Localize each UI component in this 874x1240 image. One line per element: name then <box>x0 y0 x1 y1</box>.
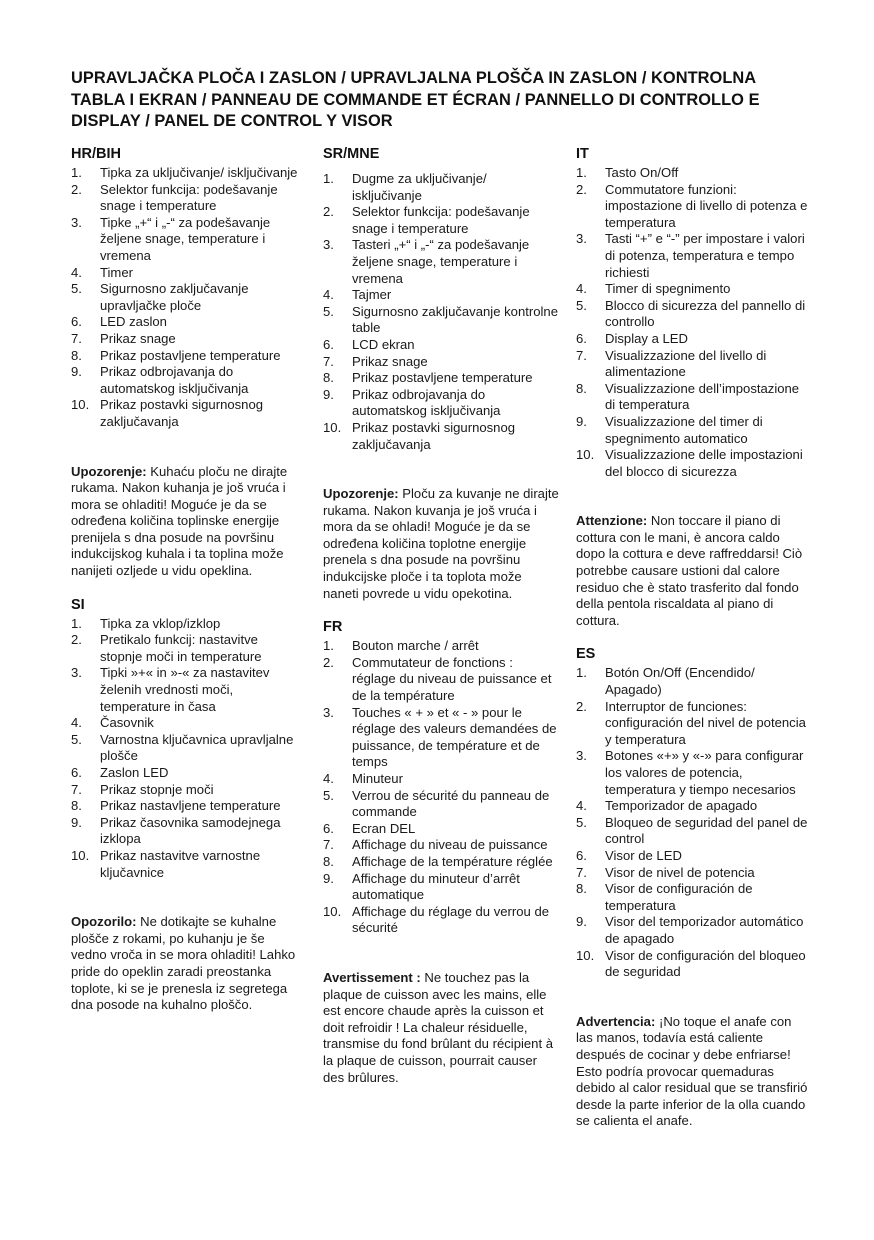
list-item-number: 5. <box>71 731 82 747</box>
list-item-number: 6. <box>323 336 334 352</box>
list-item-text: Visor de LED <box>605 847 682 863</box>
list-item-number: 7. <box>323 353 334 369</box>
list-item <box>323 237 559 287</box>
list-item <box>323 337 559 354</box>
list-item-text: Tasti “+” e “-” per impostare i valori di potenza, temperatura e tempo richiesti <box>605 231 805 280</box>
list-item <box>71 397 303 430</box>
list-item-number: 6. <box>71 765 82 780</box>
section-heading: IT <box>576 146 589 162</box>
list-item-number: 5. <box>323 303 334 319</box>
list-item-number: 5. <box>576 297 587 313</box>
item-list <box>576 665 810 980</box>
list-item <box>323 420 559 453</box>
list-item <box>323 387 559 420</box>
list-item-number: 9. <box>71 814 82 830</box>
list-item <box>71 265 303 282</box>
list-item-text: Touches « + » et « - » pour le réglage des valeurs demandées de puissance, de température et de temps <box>352 704 557 770</box>
list-item-text: Zaslon LED <box>100 765 169 780</box>
list-item-text: Prikaz nastavljene temperature <box>100 798 281 814</box>
section-sl <box>71 596 303 1014</box>
list-item-number: 8. <box>323 853 334 869</box>
item-list <box>71 616 303 882</box>
list-item-number: 4. <box>576 281 587 297</box>
list-item-text: Timer di spegnimento <box>605 281 731 297</box>
item-list <box>71 165 303 431</box>
list-item-number: 6. <box>576 847 587 863</box>
list-item <box>576 881 810 914</box>
list-item-number: 4. <box>323 287 334 303</box>
list-item <box>323 370 559 387</box>
list-item-text: Affichage de la température réglée <box>352 853 553 869</box>
warning-paragraph <box>71 914 303 1014</box>
list-item-number: 7. <box>71 330 82 346</box>
list-item-text: Prikaz postavki sigurnosnog zaključavanja <box>100 397 264 429</box>
list-item-number: 10. <box>323 419 342 435</box>
list-item-text: Interruptor de funciones: configuración del nivel de potencia y temperatura <box>605 698 806 747</box>
list-item-text: Bouton marche / arrêt <box>352 638 479 654</box>
list-item <box>323 904 559 937</box>
list-item-number: 6. <box>323 820 334 836</box>
list-item <box>323 705 559 771</box>
list-item-text: Verrou de sécurité du panneau de commande <box>352 787 550 820</box>
list-item <box>576 165 810 182</box>
list-item <box>576 182 810 232</box>
list-item <box>323 821 559 838</box>
list-item-number: 10. <box>576 947 595 963</box>
warning-text: Non toccare il piano di cottura con le mani, è ancora caldo dopo la cottura e deve raffreddarsi! Ciò potrebbe causare ustioni dal calore residuo che è stato trasferito dal fondo della pentola riscaldata al piano di cottura. <box>576 513 803 628</box>
list-item-text: Prikaz nastavitve varnostne ključavnice <box>100 847 261 880</box>
list-item <box>71 364 303 397</box>
list-item-number: 9. <box>323 386 334 402</box>
list-item-text: Timer <box>100 264 133 280</box>
list-item-number: 2. <box>323 204 334 220</box>
list-item-text: Tipke „+“ i „-“ za podešavanje željene snage, temperature i vremena <box>100 214 271 263</box>
list-item <box>576 381 810 414</box>
list-item <box>71 281 303 314</box>
list-item-number: 1. <box>71 615 82 631</box>
section-es <box>576 645 810 1129</box>
list-item-number: 2. <box>71 632 82 648</box>
list-item-text: Commutatore funzioni: impostazione di livello di potenza e temperatura <box>605 181 808 230</box>
list-item-text: Visor de nivel de potencia <box>605 864 755 880</box>
list-item-number: 5. <box>576 814 587 830</box>
list-item-text: Affichage du minuteur d’arrêt automatique <box>352 870 520 903</box>
list-item <box>576 948 810 981</box>
column-2 <box>323 145 559 1086</box>
list-item-text: Varnostna ključavnica upravljalne plošče <box>100 731 294 764</box>
list-item-text: Ecran DEL <box>352 820 416 836</box>
list-item-text: Dugme za uključivanje/ isključivanje <box>352 171 487 203</box>
list-item <box>323 287 559 304</box>
list-item-number: 3. <box>323 704 334 720</box>
list-item-number: 3. <box>71 214 82 230</box>
section-heading: SI <box>71 596 85 613</box>
list-item-text: Minuteur <box>352 771 403 786</box>
list-item-text: Visualizzazione del timer di spegnimento automatico <box>605 413 763 446</box>
list-item <box>576 914 810 947</box>
list-item <box>71 665 303 715</box>
list-item-text: Selektor funkcija: podešavanje snage i temperature <box>352 204 530 236</box>
list-item-text: Visualizzazione dell’impostazione di temperatura <box>605 380 800 413</box>
list-item <box>71 348 303 365</box>
list-item-number: 10. <box>576 447 595 463</box>
list-item-number: 9. <box>323 870 334 886</box>
list-item <box>71 848 303 881</box>
warning-label: Upozorenje: <box>71 463 147 479</box>
warning-text: Kuhaću ploču ne dirajte rukama. Nakon kuhanja je još vruća i mora se ohladiti! Moguće je da se određena količina toplinske energije prenijela s dna posude na površinu indukcijskog kuhala i ta toplina može nanijeti ozljede u vidu opeklina. <box>71 463 288 579</box>
list-item-text: Prikaz snage <box>352 353 428 369</box>
section-heading: SR/MNE <box>323 146 380 162</box>
list-item-text: Affichage du réglage du verrou de sécurité <box>352 903 550 936</box>
list-item-text: Visualizzazione del livello di alimentazione <box>605 347 767 380</box>
list-item-number: 10. <box>323 903 342 919</box>
list-item-number: 7. <box>576 864 587 880</box>
list-item <box>323 771 559 788</box>
section-heading: HR/BIH <box>71 146 121 162</box>
list-item-number: 3. <box>71 665 82 681</box>
list-item-number: 7. <box>323 837 334 853</box>
section-sr <box>323 145 559 602</box>
list-item <box>71 331 303 348</box>
warning-text: ¡No toque el anafe con las manos, todavía está caliente después de cocinar y debe enfriarse! Esto podría provocar quemaduras debido al calor residual que se transfirió desde la parte inferior de la olla cuando se calienta el anafe. <box>576 1013 808 1129</box>
list-item-text: Tipki »+« in »-« za nastavitev želenih vrednosti moči, temperature in časa <box>100 665 270 714</box>
list-item-number: 2. <box>71 181 82 197</box>
list-item-number: 3. <box>576 748 587 764</box>
list-item <box>71 616 303 633</box>
list-item-number: 8. <box>71 798 82 814</box>
list-item-number: 4. <box>323 771 334 786</box>
list-item-text: Prikaz časovnika samodejnega izklopa <box>100 814 281 847</box>
warning-paragraph <box>323 970 559 1086</box>
list-item-text: Prikaz stopnje moči <box>100 781 214 797</box>
warning-text: Ne dotikajte se kuhalne plošče z rokami, po kuhanju je še vedno vroča in se mora ohladiti! Lahko pride do opeklin zaradi preostanka toplote, ki se je prenesla iz segretega dna posode na kuhalno ploščo. <box>71 914 296 1013</box>
list-item <box>323 871 559 904</box>
list-item-text: Sigurnosno zaključavanje upravljačke ploče <box>100 281 249 313</box>
list-item-text: Tajmer <box>352 287 392 303</box>
list-item <box>576 281 810 298</box>
list-item <box>323 204 559 237</box>
list-item-number: 8. <box>323 370 334 386</box>
list-item <box>323 171 559 204</box>
page-title: UPRAVLJAČKA PLOČA I ZASLON / UPRAVLJALNA PLOŠČA IN ZASLON / KONTROLNA TABLA I EKRAN / PANNEAU DE COMMANDE ET ÉCRAN / PANNELLO DI CONTROLLO E DISPLAY / PANEL DE CONTROL Y VISOR <box>71 69 760 131</box>
warning-paragraph <box>576 513 810 629</box>
list-item-text: Tasto On/Off <box>605 165 679 180</box>
list-item-number: 4. <box>71 715 82 731</box>
item-list <box>323 638 559 937</box>
item-list <box>323 171 559 453</box>
list-item-text: Visor de configuración del bloqueo de seguridad <box>605 947 806 980</box>
list-item-number: 9. <box>576 914 587 930</box>
warning-paragraph <box>71 464 303 580</box>
list-item-number: 1. <box>323 638 334 654</box>
list-item <box>323 788 559 821</box>
list-item-number: 10. <box>71 847 90 863</box>
list-item-text: Prikaz snage <box>100 330 176 346</box>
list-item-number: 8. <box>576 881 587 897</box>
list-item-text: Commutateur de fonctions : réglage du niveau de puissance et de la température <box>352 654 552 704</box>
list-item-number: 6. <box>71 314 82 330</box>
warning-label: Advertencia: <box>576 1013 656 1029</box>
list-item-text: Visor del temporizador automático de apagado <box>605 914 804 946</box>
list-item <box>323 638 559 655</box>
item-list <box>576 165 810 480</box>
list-item-text: Prikaz odbrojavanja do automatskog isključivanja <box>352 386 501 419</box>
list-item-text: Blocco di sicurezza del pannello di controllo <box>605 297 806 330</box>
list-item-text: Prikaz odbrojavanja do automatskog isključivanja <box>100 364 249 396</box>
list-item <box>71 815 303 848</box>
section-heading: FR <box>323 619 343 636</box>
warning-text: Ne touchez pas la plaque de cuisson avec les mains, elle est encore chaude après la cuisson et doit refroidir ! La chaleur résiduelle, transmise du fond brûlant du récipient à la plaque de cuisson, pourrait causer des brûlures. <box>323 969 554 1085</box>
list-item <box>576 348 810 381</box>
list-item <box>576 447 810 480</box>
list-item-number: 5. <box>71 281 82 297</box>
list-item-number: 2. <box>576 698 587 714</box>
list-item-number: 8. <box>71 347 82 363</box>
list-item <box>71 182 303 215</box>
list-item-number: 1. <box>576 165 587 180</box>
list-item <box>71 782 303 799</box>
list-item-number: 4. <box>576 798 587 814</box>
list-item <box>323 304 559 337</box>
list-item-number: 3. <box>576 231 587 247</box>
list-item <box>576 748 810 798</box>
list-item-text: Prikaz postavljene temperature <box>100 347 281 363</box>
list-item-number: 3. <box>323 237 334 253</box>
list-item <box>71 732 303 765</box>
list-item <box>71 215 303 265</box>
list-item-text: Botón On/Off (Encendido/ Apagado) <box>605 665 755 698</box>
list-item-text: Affichage du niveau de puissance <box>352 837 548 853</box>
warning-paragraph <box>576 1014 810 1130</box>
list-item-text: Tipka za uključivanje/ isključivanje <box>100 165 298 180</box>
column-1 <box>71 145 303 1014</box>
list-item <box>323 655 559 705</box>
list-item-text: Časovnik <box>100 715 154 731</box>
list-item-text: LED zaslon <box>100 314 167 330</box>
list-item-number: 6. <box>576 330 587 346</box>
list-item <box>71 165 303 182</box>
section-heading: ES <box>576 646 596 663</box>
section-hr <box>71 145 303 580</box>
warning-label: Attenzione: <box>576 513 648 529</box>
list-item-number: 9. <box>576 413 587 429</box>
warning-text: Ploču za kuvanje ne dirajte rukama. Nakon kuvanja je još vruća i mora da se ohladi! Moguće je da se određena količina toplotne energije prenela s dna posude na površinu indukcijske ploče i ta toplota može naneti povrede u vidu opekotina. <box>323 486 559 601</box>
list-item-number: 10. <box>71 397 90 413</box>
list-item-text: Tasteri „+“ i „-“ za podešavanje željene snage, temperature i vremena <box>352 237 530 286</box>
list-item-number: 1. <box>576 665 587 681</box>
list-item-text: Prikaz postavljene temperature <box>352 370 533 386</box>
list-item <box>576 798 810 815</box>
list-item-text: Tipka za vklop/izklop <box>100 615 221 631</box>
list-item-number: 2. <box>323 654 334 670</box>
list-item <box>323 854 559 871</box>
list-item-number: 9. <box>71 364 82 380</box>
list-item-text: Bloqueo de seguridad del panel de control <box>605 814 808 847</box>
list-item <box>576 699 810 749</box>
list-item <box>71 715 303 732</box>
list-item-number: 1. <box>71 165 82 180</box>
list-item-number: 4. <box>71 264 82 280</box>
column-3 <box>576 145 810 1130</box>
list-item-number: 7. <box>71 781 82 797</box>
list-item-text: Visor de configuración de temperatura <box>605 881 753 913</box>
list-item-text: LCD ekran <box>352 336 415 352</box>
warning-paragraph <box>323 486 559 602</box>
list-item-number: 1. <box>323 171 334 186</box>
list-item-text: Selektor funkcija: podešavanje snage i temperature <box>100 181 278 214</box>
list-item <box>576 865 810 882</box>
list-item-number: 5. <box>323 787 334 803</box>
list-item <box>576 665 810 698</box>
list-item <box>71 632 303 665</box>
list-item <box>576 414 810 447</box>
list-item <box>576 231 810 281</box>
list-item <box>71 765 303 782</box>
list-item <box>323 837 559 854</box>
list-item-text: Display a LED <box>605 330 688 346</box>
list-item-text: Temporizador de apagado <box>605 798 758 814</box>
list-item-number: 7. <box>576 347 587 363</box>
list-item-text: Botones «+» y «-» para configurar los valores de potencia, temperatura y tiempo necesarios <box>605 748 804 797</box>
list-item <box>71 314 303 331</box>
list-item-number: 8. <box>576 380 587 396</box>
list-item-text: Visualizzazione delle impostazioni del blocco di sicurezza <box>605 447 803 479</box>
list-item-text: Sigurnosno zaključavanje kontrolne table <box>352 303 558 336</box>
list-item <box>576 331 810 348</box>
warning-label: Upozorenje: <box>323 486 399 502</box>
list-item <box>576 815 810 848</box>
list-item <box>576 298 810 331</box>
list-item-text: Prikaz postavki sigurnosnog zaključavanja <box>352 419 516 452</box>
warning-label: Opozorilo: <box>71 914 137 930</box>
list-item-number: 2. <box>576 181 587 197</box>
list-item <box>323 354 559 371</box>
section-fr <box>323 618 559 1086</box>
list-item-text: Pretikalo funkcij: nastavitve stopnje moči in temperature <box>100 632 262 664</box>
warning-label: Avertissement : <box>323 969 421 985</box>
list-item <box>576 848 810 865</box>
list-item <box>71 798 303 815</box>
section-it <box>576 145 810 629</box>
